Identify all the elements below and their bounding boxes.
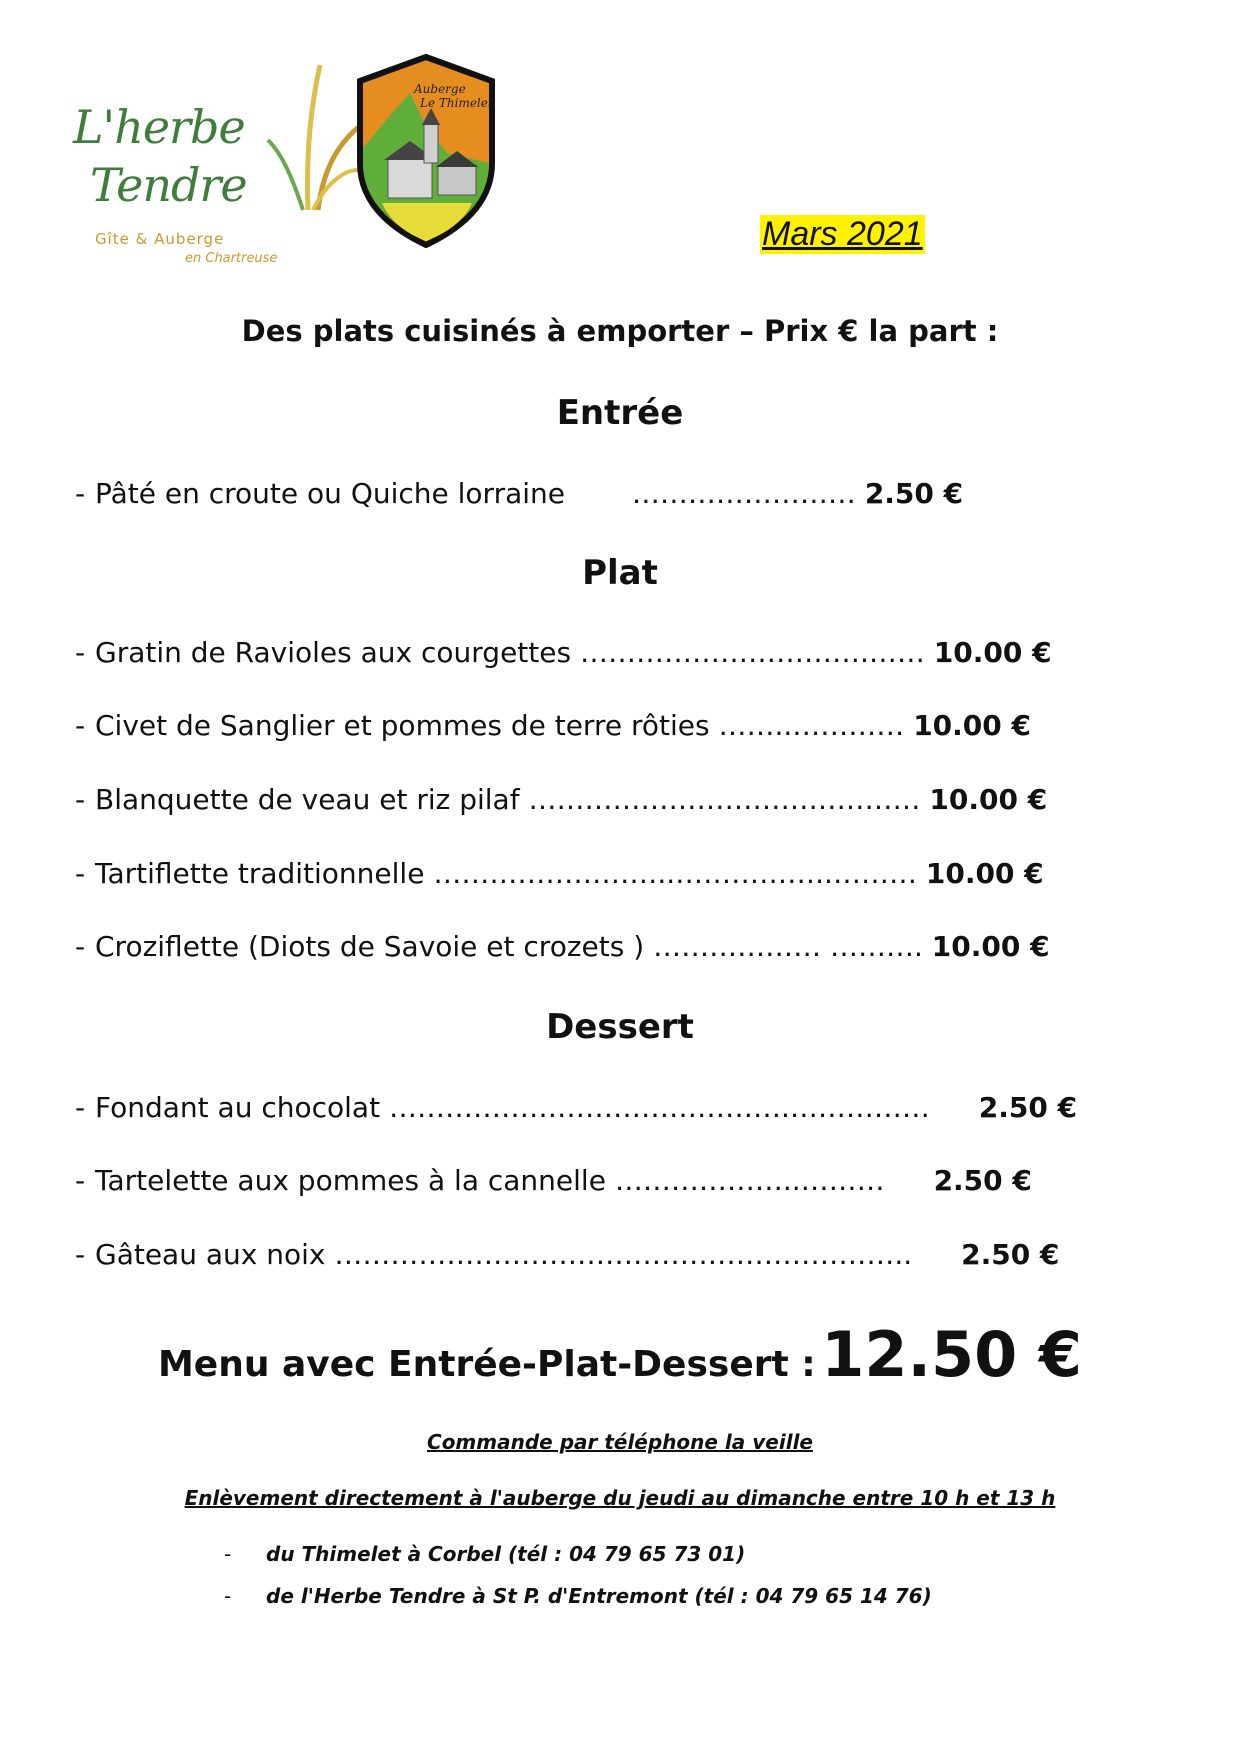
menu-subtitle: Des plats cuisinés à emporter – Prix € la part : [241, 314, 999, 348]
item-price: 10.00 € [925, 857, 1044, 890]
contact-bullet: - [224, 1542, 232, 1566]
pickup-note: Enlèvement directement à l'auberge du jeudi au dimanche entre 10 h et 13 h [184, 1486, 1056, 1510]
item-name: Civet de Sanglier et pommes de terre rôties [95, 709, 710, 742]
item-leader: ……………………..……………..……… [433, 857, 917, 890]
menu-item: - Tartelette aux pommes à la cannelle ………………..……… 2.50 € [75, 1164, 1032, 1197]
item-name: Croziflette (Diots de Savoie et crozets ) [95, 930, 645, 963]
item-name: Tartelette aux pommes à la cannelle [95, 1164, 606, 1197]
contact-text: de l'Herbe Tendre à St P. d'Entremont (tél : 04 79 65 14 76) [266, 1584, 932, 1608]
item-price: 2.50 € [978, 1091, 1078, 1124]
menu-item: - Pâté en croute ou Quiche lorraine …………………… 2.50 € [75, 477, 964, 510]
auberge-thimelet-shield-logo [352, 53, 500, 248]
contact-bullet: - [224, 1584, 232, 1608]
section-heading-entree: Entrée [556, 393, 684, 433]
menu-item: - Fondant au chocolat …………………………………….…………… 2.50 € [75, 1091, 1078, 1124]
section-heading-plat: Plat [582, 553, 658, 593]
item-leader: ………………………….…… [580, 636, 925, 669]
section-heading-dessert: Dessert [546, 1007, 694, 1047]
menu-item: - Blanquette de veau et riz pilaf …………………………………… 10.00 € [75, 783, 1048, 816]
item-name: Tartiflette traditionnelle [95, 857, 425, 890]
menu-item: - Gratin de Ravioles aux courgettes ………………………….…… 10.00 € [75, 636, 1052, 669]
shield-text-line2: Le Thimelet [420, 96, 493, 110]
contact-herbe-tendre [224, 1584, 932, 1608]
contact-text: du Thimelet à Corbel (tél : 04 79 65 73 01) [266, 1542, 746, 1566]
item-name: Pâté en croute ou Quiche lorraine [95, 477, 565, 510]
set-menu-label: Menu avec Entrée-Plat-Dessert : [157, 1344, 816, 1385]
herbe-logo-tagline: Gîte & Auberge [95, 230, 225, 248]
order-note: Commande par téléphone la veille [427, 1430, 813, 1454]
item-name: Gratin de Ravioles aux courgettes [95, 636, 572, 669]
menu-item: - Gâteau aux noix …………………………………………………….. 2.50 € [75, 1238, 1060, 1271]
herbe-logo-line2: Tendre [90, 158, 247, 212]
menu-item: - Croziflette (Diots de Savoie et crozets ) ……………… ………. 10.00 € [75, 930, 1050, 963]
contact-thimelet [224, 1542, 745, 1566]
item-leader: ……..………… [718, 709, 905, 742]
item-name: Blanquette de veau et riz pilaf [95, 783, 520, 816]
item-leader: …………………………………….…………… [388, 1091, 930, 1124]
menu-item: - Civet de Sanglier et pommes de terre rôties ……..………… 10.00 € [75, 709, 1031, 742]
item-name: Fondant au chocolat [95, 1091, 381, 1124]
shield-text-line1: Auberge [414, 82, 466, 96]
item-price: 2.50 € [961, 1238, 1060, 1271]
item-leader: ……………… ………. [653, 930, 923, 963]
item-price: 10.00 € [931, 930, 1050, 963]
item-price: 10.00 € [929, 783, 1048, 816]
item-price: 10.00 € [933, 636, 1052, 669]
set-menu-line [0, 1318, 1240, 1391]
menu-date: Mars 2021 [762, 215, 923, 253]
item-name: Gâteau aux noix [95, 1238, 326, 1271]
herbe-logo-line1: L'herbe [73, 100, 245, 154]
herbe-logo-region: en Chartreuse [185, 251, 278, 266]
item-leader: …………………………………… [528, 783, 921, 816]
item-leader: …………………………………………………….. [334, 1238, 913, 1271]
item-leader: ………………..……… [614, 1164, 885, 1197]
item-price: 10.00 € [913, 709, 1031, 742]
item-leader: …………………… [631, 477, 856, 510]
herbe-tendre-logo [68, 60, 318, 275]
set-menu-price: 12.50 € [821, 1318, 1083, 1391]
item-price: 2.50 € [933, 1164, 1032, 1197]
menu-item: - Tartiflette traditionnelle ……………………..……………..……… 10.00 € [75, 857, 1044, 890]
item-price: 2.50 € [864, 477, 964, 510]
